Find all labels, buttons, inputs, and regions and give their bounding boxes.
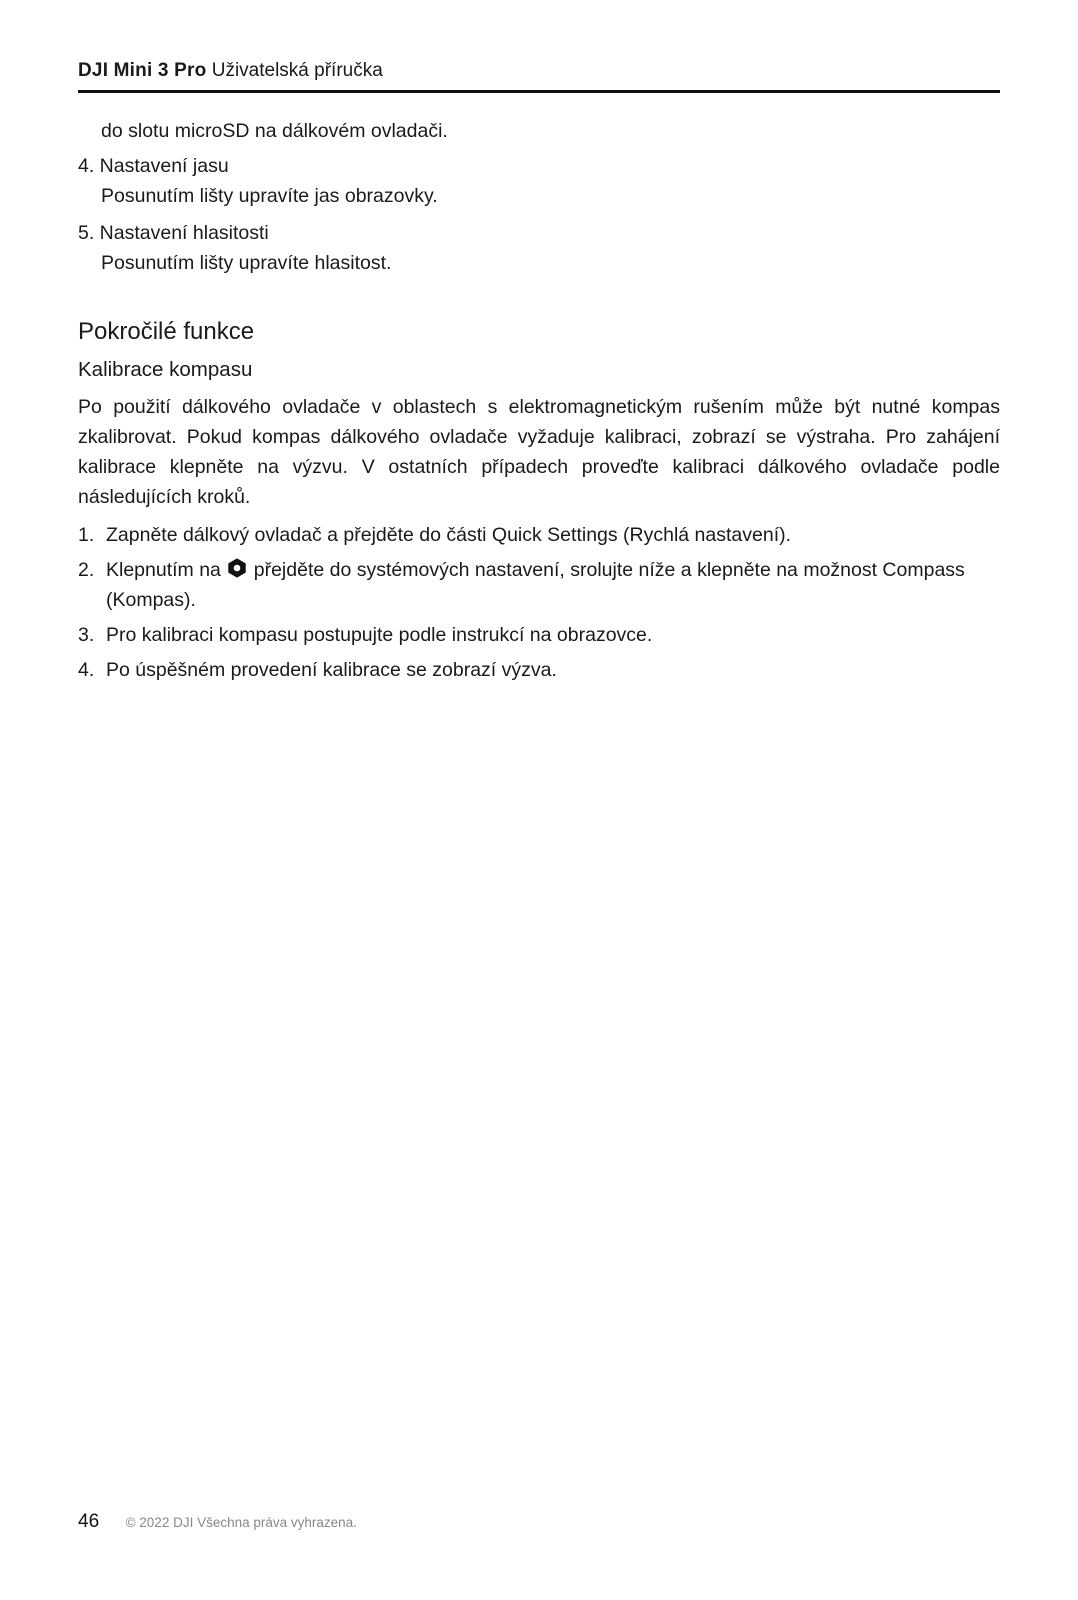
step-item <box>78 655 1000 685</box>
step-number: 1. <box>78 524 95 546</box>
intro-paragraph: Po použití dálkového ovladače v oblastech s elektromagnetickým rušením může být nutné kompas zkalibrovat. Pokud kompas dálkového ovladače vyžaduje kalibraci, zobrazí se výstraha. Pro zahájení kalibrace klepněte na výzvu. V ostatních případech proveďte kalibraci dálkového ovladače podle následujících kroků. <box>78 396 1000 508</box>
step-text: Po úspěšném provedení kalibrace se zobrazí výzva. <box>106 659 557 681</box>
item-volume <box>78 218 391 278</box>
copyright-text: © 2022 DJI Všechna práva vyhrazena. <box>125 1515 357 1530</box>
step-text: Pro kalibraci kompasu postupujte podle instrukcí na obrazovce. <box>106 624 653 646</box>
step-number: 2. <box>78 559 95 581</box>
step-number: 3. <box>78 624 95 646</box>
step-text-before: Klepnutím na <box>106 559 221 581</box>
step-text-after: přejděte do systémových nastavení, srolujte níže a klepněte na možnost Compass (Kompas). <box>106 559 965 611</box>
settings-icon <box>226 557 248 579</box>
page-footer <box>78 1511 357 1533</box>
item-description: Posunutím lišty upravíte hlasitost. <box>101 252 392 274</box>
step-item <box>78 620 1000 650</box>
header-product: DJI Mini 3 Pro <box>78 60 207 81</box>
header-title: Uživatelská příručka <box>211 60 383 81</box>
page-number: 46 <box>78 1511 100 1532</box>
step-item <box>78 520 1000 550</box>
section-title: Pokročilé funkce <box>78 318 255 345</box>
item-description: Posunutím lišty upravíte jas obrazovky. <box>101 185 438 207</box>
document-page <box>78 0 1000 1600</box>
steps-list <box>78 520 1000 690</box>
subsection-title: Kalibrace kompasu <box>78 358 253 381</box>
item-title: 5. Nastavení hlasitosti <box>78 222 269 244</box>
step-number: 4. <box>78 659 95 681</box>
step-item <box>78 555 1000 615</box>
continuation-text: do slotu microSD na dálkovém ovladači. <box>101 120 448 142</box>
page-header <box>78 60 1000 93</box>
item-brightness <box>78 151 438 211</box>
step-text: Zapněte dálkový ovladač a přejděte do části Quick Settings (Rychlá nastavení). <box>106 524 792 546</box>
item-title: 4. Nastavení jasu <box>78 155 229 177</box>
